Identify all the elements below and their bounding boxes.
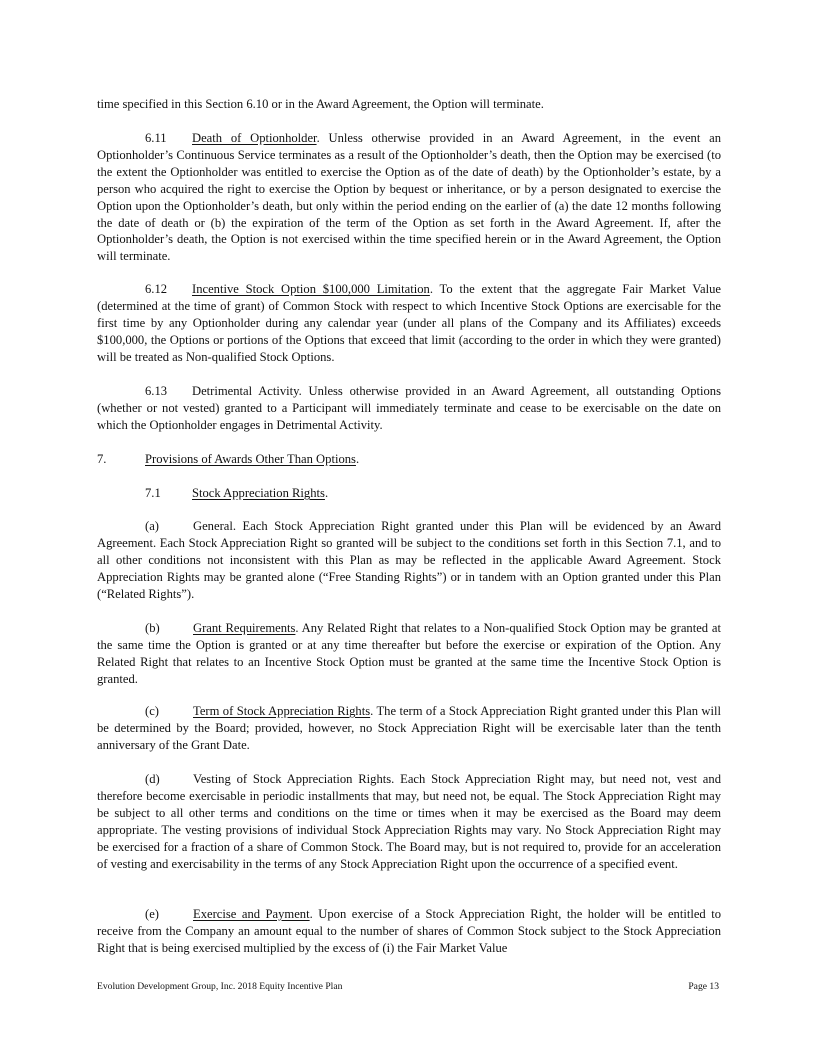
section-body: . Unless otherwise provided in an Award Agreement, in the event an Optionholder’s Continuous Service terminates as a result of the Optionholder’s death, then the Option may be exercised (to the extent the Optionholder was entitled to exercise the Option as of the date of death) by the Optionholder’s estate, by a person who acquired the right to exercise the Option by bequest or inheritance, or by a person designated to exercise the Option upon the Optionholder’s death, but only within the period ending on the earlier of (a) the date 12 months following the date of death or (b) the expiration of the term of the Option as set forth in the Award Agreement. If, after the Optionholder’s death, the Option is not exercised within the time specified herein or in the Award Agreement, the Option will terminate. bbox=[97, 131, 721, 264]
paragraph-heading: General bbox=[193, 519, 233, 533]
paragraph-body: . The term of a Stock Appreciation Right granted under this Plan will be determined by the Board; provided, however, no Stock Appreciation Right will be exercisable later than the tenth anniversary of the Grant Date. bbox=[97, 704, 722, 752]
section-7: 7. Provisions of Awards Other Than Options. bbox=[97, 452, 360, 466]
section-heading: Detrimental Activity bbox=[192, 384, 299, 398]
paragraph-continuation: time specified in this Section 6.10 or in the Award Agreement, the Option will terminate. bbox=[97, 97, 544, 111]
section-number: 7.1 bbox=[145, 486, 161, 500]
section-7-1: 7.1 Stock Appreciation Rights. bbox=[145, 486, 329, 500]
paragraph-d-vesting bbox=[97, 771, 721, 872]
paragraph-heading: Vesting of Stock Appreciation Rights bbox=[193, 772, 392, 786]
paragraph-e-exercise-payment bbox=[97, 906, 721, 957]
section-6-11 bbox=[97, 130, 721, 265]
paragraph-body: . Upon exercise of a Stock Appreciation Right, the holder will be entitled to receive from the Company an amount equal to the number of shares of Common Stock subject to the Stock Appreciation Right that is being exercised multiplied by the excess of (i) the Fair Market Value bbox=[97, 907, 722, 955]
paragraph-label: (b) bbox=[145, 621, 160, 635]
paragraph-label: (a) bbox=[145, 519, 159, 533]
footer-document-title: Evolution Development Group, Inc. 2018 Equity Incentive Plan bbox=[97, 981, 343, 992]
paragraph-heading: Grant Requirements bbox=[193, 621, 296, 635]
paragraph-c-term bbox=[97, 703, 721, 754]
section-body: . To the extent that the aggregate Fair Market Value (determined at the time of grant) of Common Stock with respect to which Incentive Stock Options are exercisable for the first time by any Optionholder during any calendar year (under all plans of the Company and its Affiliates) exceeds $100,000, the Options or portions of the Options that exceed that limit (according to the order in which they were granted) will be treated as Non-qualified Stock Options. bbox=[97, 282, 721, 364]
section-body: . Unless otherwise provided in an Award Agreement, all outstanding Options (whether or not vested) granted to a Participant will immediately terminate and cease to be exercisable on the date on which the Optionholder engages in Detrimental Activity. bbox=[97, 384, 721, 432]
section-number: 6.12 bbox=[145, 282, 168, 296]
paragraph-heading: Exercise and Payment bbox=[193, 907, 310, 921]
section-number: 6.13 bbox=[145, 384, 168, 398]
section-6-13 bbox=[97, 383, 721, 434]
paragraph-body: . Each Stock Appreciation Right granted under this Plan will be evidenced by an Award Agreement. Each Stock Appreciation Right so granted will be subject to the conditions set forth in this Section 7.1, and to all other conditions not inconsistent with this Plan as may be reflected in the applicable Award Agreement. Stock Appreciation Rights may be granted alone (“Free Standing Rights”) or in tandem with an Option granted under this Plan (“Related Rights”). bbox=[97, 519, 721, 601]
section-number: 7. bbox=[97, 452, 107, 466]
section-heading: Incentive Stock Option $100,000 Limitation bbox=[192, 282, 430, 296]
paragraph-body: . Any Related Right that relates to a Non-qualified Stock Option may be granted at the same time the Option is granted or at any time thereafter but before the exercise or expiration of the Option. Any Related Right that relates to an Incentive Stock Option must be granted at the same time the Incentive Stock Option is granted. bbox=[97, 621, 721, 686]
paragraph-a-general bbox=[97, 518, 721, 603]
footer-page-number: Page 13 bbox=[688, 981, 719, 992]
paragraph-label: (d) bbox=[145, 772, 160, 786]
paragraph-b-grant-requirements bbox=[97, 620, 721, 688]
paragraph-body: . Each Stock Appreciation Right may, but need not, vest and therefore become exercisable in periodic installments that may, but need not, be equal. The Stock Appreciation Right may be subject to all other terms and conditions on the time or times when it may be exercised as the Board may deem appropriate. The vesting provisions of individual Stock Appreciation Rights may vary. No Stock Appreciation Right may be exercised for a fraction of a share of Common Stock. The Board may, but is not required to, provide for an acceleration of vesting and exercisability in the terms of any Stock Appreciation Right upon the occurrence of a specified event. bbox=[97, 772, 721, 871]
section-number: 6.11 bbox=[145, 131, 167, 145]
section-heading: Provisions of Awards Other Than Options bbox=[145, 452, 356, 466]
section-heading: Death of Optionholder bbox=[192, 131, 317, 145]
page-footer bbox=[97, 980, 721, 994]
paragraph-label: (c) bbox=[145, 704, 159, 718]
paragraph-heading: Term of Stock Appreciation Rights bbox=[193, 704, 371, 718]
paragraph-label: (e) bbox=[145, 907, 159, 921]
section-6-12 bbox=[97, 281, 721, 366]
section-heading: Stock Appreciation Rights bbox=[192, 486, 325, 500]
